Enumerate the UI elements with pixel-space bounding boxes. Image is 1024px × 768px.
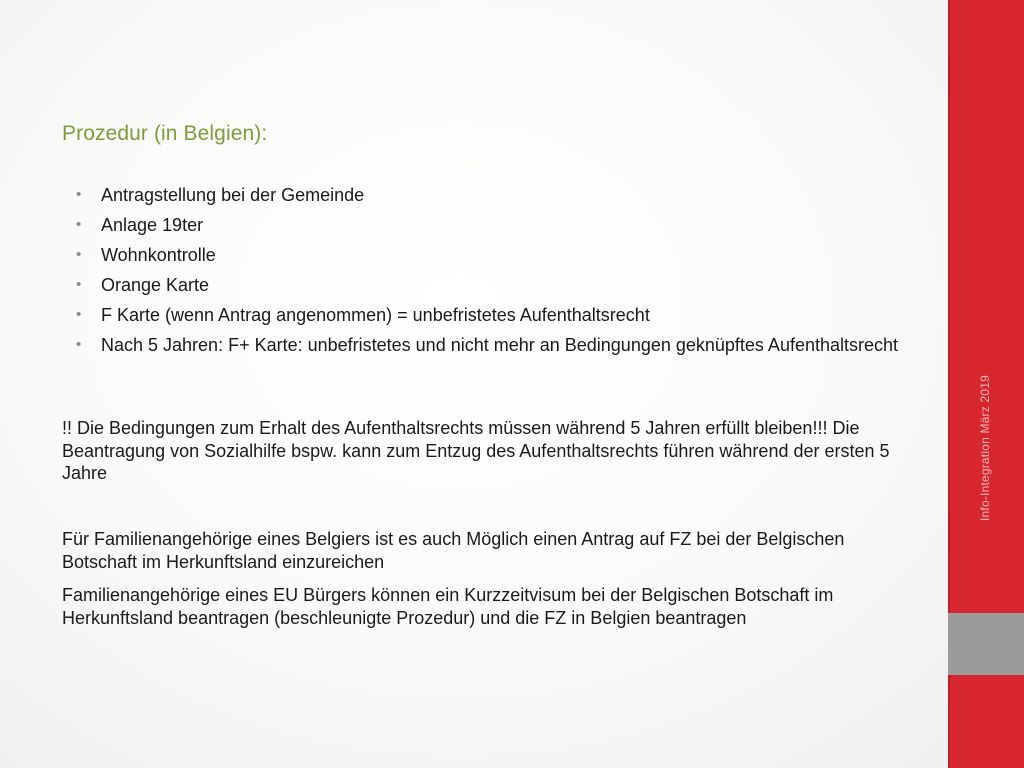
belgian-family-paragraph: Für Familienangehörige eines Belgiers ist es auch Möglich einen Antrag auf FZ bei der Belgischen Botschaft im Herkunftsland einzureichen bbox=[62, 529, 845, 572]
eu-family-paragraph: Familienangehörige eines EU Bürgers können ein Kurzzeitvisum bei der Belgischen Botschaft im Herkunftsland beantragen (beschleunigte Prozedur) und die FZ in Belgien beantragen bbox=[62, 585, 834, 628]
bullet-text: Wohnkontrolle bbox=[101, 245, 216, 265]
bullet-text: F Karte (wenn Antrag angenommen) = unbefristetes Aufenthaltsrecht bbox=[101, 305, 650, 325]
bullet-text: Orange Karte bbox=[101, 275, 210, 295]
bullet-item bbox=[76, 304, 906, 326]
bullet-icon: • bbox=[76, 336, 82, 353]
bullet-text: Anlage 19ter bbox=[101, 215, 204, 235]
bullet-item bbox=[76, 184, 906, 206]
bullet-item bbox=[76, 244, 906, 266]
bullet-icon: • bbox=[76, 306, 82, 323]
bullet-text: Nach 5 Jahren: F+ Karte: unbefristetes und nicht mehr an Bedingungen geknüpftes Aufenthaltsrecht bbox=[101, 335, 899, 355]
bullet-icon: • bbox=[76, 186, 82, 203]
bullet-icon: • bbox=[76, 276, 82, 293]
bullet-icon: • bbox=[76, 246, 82, 263]
bullet-item bbox=[76, 274, 906, 296]
warning-paragraph: !! Die Bedingungen zum Erhalt des Aufenthaltsrechts müssen während 5 Jahren erfüllt bleiben!!! Die Beantragung von Sozialhilfe bspw. kann zum Entzug des Aufenthaltsrechts führen während der ersten 5 Jahre bbox=[62, 418, 890, 483]
bullet-item bbox=[76, 214, 906, 236]
bullet-text: Antragstellung bei der Gemeinde bbox=[101, 185, 365, 205]
slide-title: Prozedur (in Belgien): bbox=[62, 122, 268, 145]
bullet-icon: • bbox=[76, 216, 82, 233]
footer-label: Info-Integration März 2019 bbox=[978, 375, 992, 521]
bullet-list bbox=[76, 184, 906, 364]
bullet-item bbox=[76, 334, 906, 356]
sidebar-gray-block bbox=[948, 613, 1024, 675]
